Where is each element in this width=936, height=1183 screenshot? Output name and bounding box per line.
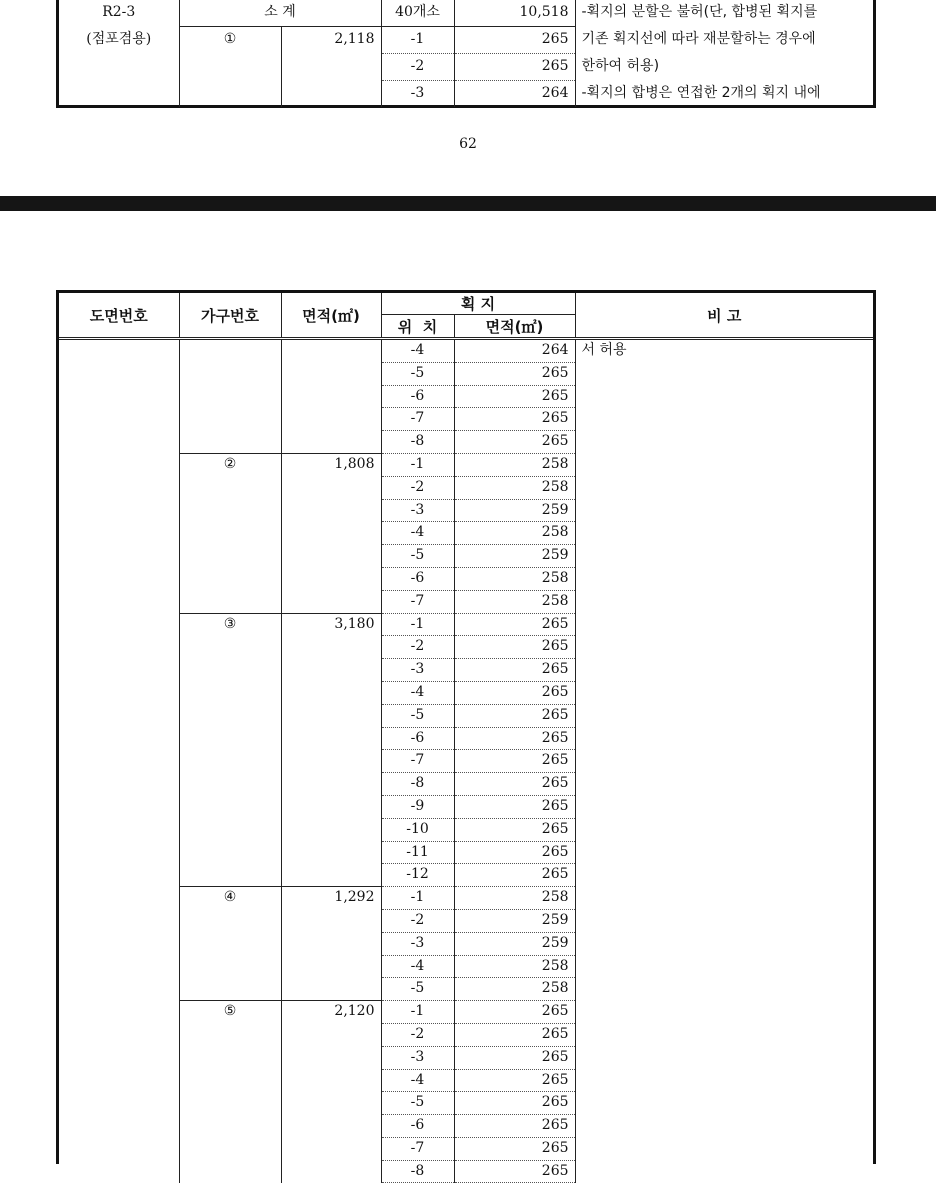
block-no-cell [179,1023,281,1046]
block-no-cell [179,567,281,590]
lot-position-cell: -8 [381,431,454,454]
drawing-no-cell [59,453,179,476]
block-area-cell [281,1115,381,1138]
lot-area-cell: 265 [454,408,575,431]
drawing-no-cell [59,932,179,955]
table-row [59,590,873,613]
block-area-cell [281,681,381,704]
remark-cell [575,1046,873,1069]
lot-position-cell: -4 [381,522,454,545]
drawing-no-cell [59,955,179,978]
subtotal-label: 소 계 [179,0,381,27]
lot-area-cell: 265 [454,750,575,773]
table-row [59,613,873,636]
remark-cell [575,385,873,408]
block-no-cell: ① [179,27,281,54]
lot-position-cell: -5 [381,362,454,385]
remark-cell [575,590,873,613]
table-row [59,453,873,476]
block-no-cell: ③ [179,613,281,636]
lot-position-cell: -1 [381,1001,454,1024]
lot-position-cell: -5 [381,704,454,727]
block-area-cell [281,567,381,590]
block-area-cell: 2,120 [281,1001,381,1024]
table-row [59,773,873,796]
table-row [59,750,873,773]
remark-cell [575,750,873,773]
lot-position-cell: -5 [381,978,454,1001]
drawing-no-cell [59,636,179,659]
block-no-cell [179,385,281,408]
block-area-cell [281,818,381,841]
block-no-cell [179,704,281,727]
lot-area-cell: 265 [454,773,575,796]
drawing-no-cell [59,1069,179,1092]
table-row [59,681,873,704]
lot-position-cell: -2 [381,1023,454,1046]
lot-position-cell: -3 [381,659,454,682]
lot-position-cell: -1 [381,453,454,476]
block-area-cell [281,955,381,978]
lot-position-cell: -8 [381,1160,454,1183]
lot-area-cell: 265 [454,1046,575,1069]
table-row [59,1092,873,1115]
remark-cell [575,704,873,727]
header-drawing-no: 도면번호 [59,293,179,339]
previous-page-table-fragment [56,0,876,108]
remark-cell [575,1023,873,1046]
block-no-cell [179,841,281,864]
table-row [59,476,873,499]
lot-position-cell: -4 [381,1069,454,1092]
table-row [59,522,873,545]
block-no-cell [179,545,281,568]
block-area-cell: 1,808 [281,453,381,476]
subtotal-area: 10,518 [454,0,575,27]
remark-line: -획지의 분할은 불허(단, 합병된 획지를 [581,4,818,20]
lot-area-cell: 265 [454,818,575,841]
lot-position-cell: -2 [381,54,454,81]
lot-area-cell: 258 [454,955,575,978]
drawing-no-cell [59,1115,179,1138]
remark-cell [575,431,873,454]
lot-area-cell: 264 [454,81,575,108]
block-area-cell [281,932,381,955]
table-row [59,339,873,363]
remark-cell [575,1137,873,1160]
table-row [59,887,873,910]
table-row [59,659,873,682]
block-no-cell [179,431,281,454]
remark-line: -획지의 합병은 연접한 2개의 획지 내에 [581,84,821,101]
drawing-no-cell [59,909,179,932]
table-row [59,362,873,385]
block-no-cell: ④ [179,887,281,910]
lot-position-cell: -7 [381,750,454,773]
block-area-cell [281,1046,381,1069]
block-no-cell [179,795,281,818]
remark-cell: 서 허용 [581,342,627,358]
block-no-cell [179,476,281,499]
drawing-no-cell [59,727,179,750]
block-area-cell [281,385,381,408]
block-area-cell [281,1092,381,1115]
table-row [59,27,873,54]
remark-cell [575,567,873,590]
remark-cell [575,1092,873,1115]
header-lot: 획 지 [381,293,575,315]
lot-position-cell: -6 [381,385,454,408]
lot-position-cell: -9 [381,795,454,818]
remark-cell [575,887,873,910]
block-area-cell [281,773,381,796]
table-row [59,818,873,841]
page-separator-bar [0,196,936,211]
block-area-cell [281,795,381,818]
table-row [59,1001,873,1024]
table-row [59,795,873,818]
table-header-row [59,293,873,315]
lot-position-cell: -2 [381,636,454,659]
drawing-no-cell [59,408,179,431]
block-no-cell [179,499,281,522]
block-area-cell [281,864,381,887]
remark-cell [575,659,873,682]
drawing-no-cell [59,362,179,385]
remark-cell [575,727,873,750]
remark-cell [575,909,873,932]
block-area-cell [281,476,381,499]
table-row [59,704,873,727]
lot-area-cell: 259 [454,909,575,932]
lot-position-cell: -12 [381,864,454,887]
lot-area-cell: 265 [454,1069,575,1092]
lot-position-cell: -3 [381,499,454,522]
block-area-cell [281,362,381,385]
lot-area-cell: 265 [454,864,575,887]
drawing-no-cell [59,1001,179,1024]
block-no-cell [179,978,281,1001]
table-row [59,955,873,978]
lot-count: 40개소 [381,0,454,27]
drawing-no-cell [59,681,179,704]
remark-line: 한하여 허용) [581,57,660,74]
lot-position-cell: -1 [381,613,454,636]
table-row [59,1023,873,1046]
remark-cell [575,1115,873,1138]
table-row [59,978,873,1001]
drawing-no-cell [59,1023,179,1046]
block-area-cell [281,590,381,613]
block-area-cell [281,636,381,659]
drawing-no-cell [59,567,179,590]
lot-position-cell: -5 [381,545,454,568]
block-no-cell [179,1137,281,1160]
block-no-cell [179,362,281,385]
previous-page-table [59,0,873,107]
drawing-no-cell [59,659,179,682]
block-area-cell [281,1023,381,1046]
lot-area-cell: 258 [454,476,575,499]
lot-position-cell: -4 [381,955,454,978]
drawing-no-cell [59,1092,179,1115]
block-area-cell [281,522,381,545]
block-area-cell [281,841,381,864]
block-area-cell [281,978,381,1001]
lot-area-cell: 265 [454,681,575,704]
table-row [59,1137,873,1160]
lot-position-cell: -8 [381,773,454,796]
remark-cell [575,408,873,431]
lot-position-cell: -5 [381,1092,454,1115]
lot-area-cell: 258 [454,887,575,910]
lot-position-cell: -3 [381,81,454,108]
drawing-no-cell [59,887,179,910]
table-row [59,408,873,431]
lot-area-cell: 265 [454,1092,575,1115]
lot-table [59,293,873,1183]
remark-cell [575,362,873,385]
remark-cell [575,1001,873,1024]
lot-position-cell: -2 [381,476,454,499]
remark-cell [575,818,873,841]
block-area-cell [281,659,381,682]
lot-area-cell: 259 [454,499,575,522]
header-lot-area: 면적(㎡) [454,315,575,339]
lot-area-cell: 265 [454,54,575,81]
remark-cell [575,955,873,978]
remark-cell [575,773,873,796]
block-no-cell [179,955,281,978]
use-label: (점포겸용) [59,27,179,54]
table-row [59,932,873,955]
drawing-no-cell [59,704,179,727]
remark-line: 기존 획지선에 따라 재분할하는 경우에 [581,30,816,47]
lot-position-cell: -6 [381,727,454,750]
lot-area-cell: 265 [454,1160,575,1183]
table-row [59,545,873,568]
lot-area-cell: 259 [454,545,575,568]
remark-cell [575,476,873,499]
block-area-cell: 3,180 [281,613,381,636]
lot-table-body [59,339,873,1183]
lot-area-cell: 265 [454,431,575,454]
block-area-cell [281,727,381,750]
remark-cell [575,522,873,545]
drawing-no-cell [59,841,179,864]
table-row [59,909,873,932]
drawing-no-cell [59,499,179,522]
block-area-cell [281,339,381,363]
block-no-cell [179,339,281,363]
remark-cell [575,864,873,887]
lot-area-cell: 265 [454,1001,575,1024]
block-area-cell [281,431,381,454]
drawing-no-cell [59,864,179,887]
lot-table-frame [56,290,876,1179]
remark-cell [575,545,873,568]
table-row [59,727,873,750]
lot-position-cell: -1 [381,887,454,910]
lot-position-cell: -7 [381,590,454,613]
block-no-cell [179,818,281,841]
drawing-no-cell [59,385,179,408]
lot-position-cell: -11 [381,841,454,864]
lot-area-cell: 258 [454,978,575,1001]
table-row [59,81,873,108]
block-no-cell [179,659,281,682]
remark-cell [575,681,873,704]
block-area-cell [281,499,381,522]
lot-area-cell: 265 [454,1023,575,1046]
drawing-no-cell [59,1137,179,1160]
lot-area-cell: 265 [454,795,575,818]
block-no-cell [179,750,281,773]
drawing-no-cell [59,522,179,545]
drawing-no-cell [59,545,179,568]
drawing-no-cell [59,339,179,363]
block-no-cell [179,1046,281,1069]
lot-area-cell: 265 [454,841,575,864]
drawing-no-cell [59,476,179,499]
block-area-cell [281,704,381,727]
table-row [59,636,873,659]
header-block-no: 가구번호 [179,293,281,339]
drawing-no-cell [59,431,179,454]
lot-area-cell: 265 [454,27,575,54]
block-no-cell [179,932,281,955]
drawing-no-cell [59,613,179,636]
block-no-cell [179,681,281,704]
remark-cell [575,636,873,659]
block-no-cell: ② [179,453,281,476]
lot-area-cell: 265 [454,613,575,636]
block-area-cell [281,1069,381,1092]
header-area: 면적(㎡) [281,293,381,339]
remark-cell [575,841,873,864]
block-no-cell [179,773,281,796]
lot-position-cell: -7 [381,408,454,431]
remark-cell [575,453,873,476]
drawing-no-cell [59,818,179,841]
block-area-cell [281,408,381,431]
remark-cell [575,978,873,1001]
block-area-cell: 2,118 [281,27,381,54]
lot-position-cell: -3 [381,932,454,955]
block-area-cell [281,545,381,568]
remark-cell [575,1069,873,1092]
table-row [59,499,873,522]
lot-area-cell: 265 [454,362,575,385]
lot-area-cell: 258 [454,453,575,476]
table-row [59,1046,873,1069]
lot-position-cell: -6 [381,1115,454,1138]
drawing-no-cell [59,750,179,773]
drawing-no-cell [59,1046,179,1069]
table-row [59,1069,873,1092]
lot-position-cell: -4 [381,339,454,363]
block-no-cell [179,727,281,750]
drawing-no-cell [59,590,179,613]
remark-cell [575,499,873,522]
lot-position-cell: -10 [381,818,454,841]
lot-area-cell: 265 [454,727,575,750]
block-no-cell [179,636,281,659]
lot-position-cell: -2 [381,909,454,932]
lot-position-cell: -3 [381,1046,454,1069]
block-no-cell [179,522,281,545]
block-area-cell [281,750,381,773]
lot-area-cell: 259 [454,932,575,955]
table-row [59,864,873,887]
lot-area-cell: 265 [454,659,575,682]
lot-area-cell: 265 [454,1115,575,1138]
block-no-cell [179,590,281,613]
lot-area-cell: 258 [454,567,575,590]
drawing-no-cell [59,773,179,796]
block-area-cell [281,1137,381,1160]
lot-area-cell: 265 [454,1137,575,1160]
lot-area-cell: 258 [454,522,575,545]
table-row [59,54,873,81]
block-no-cell [179,909,281,932]
lot-area-cell: 265 [454,636,575,659]
remark-cell [575,932,873,955]
table-row [59,567,873,590]
table-row [59,841,873,864]
block-no-cell [179,1115,281,1138]
lot-position-cell: -4 [381,681,454,704]
block-area-cell: 1,292 [281,887,381,910]
block-no-cell [179,408,281,431]
drawing-no-cell [59,978,179,1001]
table-row [59,385,873,408]
lot-position-cell: -6 [381,567,454,590]
header-remarks: 비 고 [575,293,873,339]
block-no-cell [179,1092,281,1115]
lot-area-cell: 264 [454,339,575,363]
table-row [59,1115,873,1138]
block-area-cell [281,909,381,932]
remark-cell [575,795,873,818]
lot-area-cell: 265 [454,704,575,727]
lot-position-cell: -7 [381,1137,454,1160]
block-no-cell [179,1069,281,1092]
header-position: 위 치 [381,315,454,339]
block-no-cell: ⑤ [179,1001,281,1024]
drawing-no-cell: R2-3 [59,0,179,27]
lot-area-cell: 265 [454,385,575,408]
block-no-cell [179,864,281,887]
drawing-no-cell [59,795,179,818]
lot-position-cell: -1 [381,27,454,54]
lot-area-cell: 258 [454,590,575,613]
table-row [59,431,873,454]
remark-cell [575,613,873,636]
page-number: 62 [459,136,477,152]
table-row [59,0,873,27]
